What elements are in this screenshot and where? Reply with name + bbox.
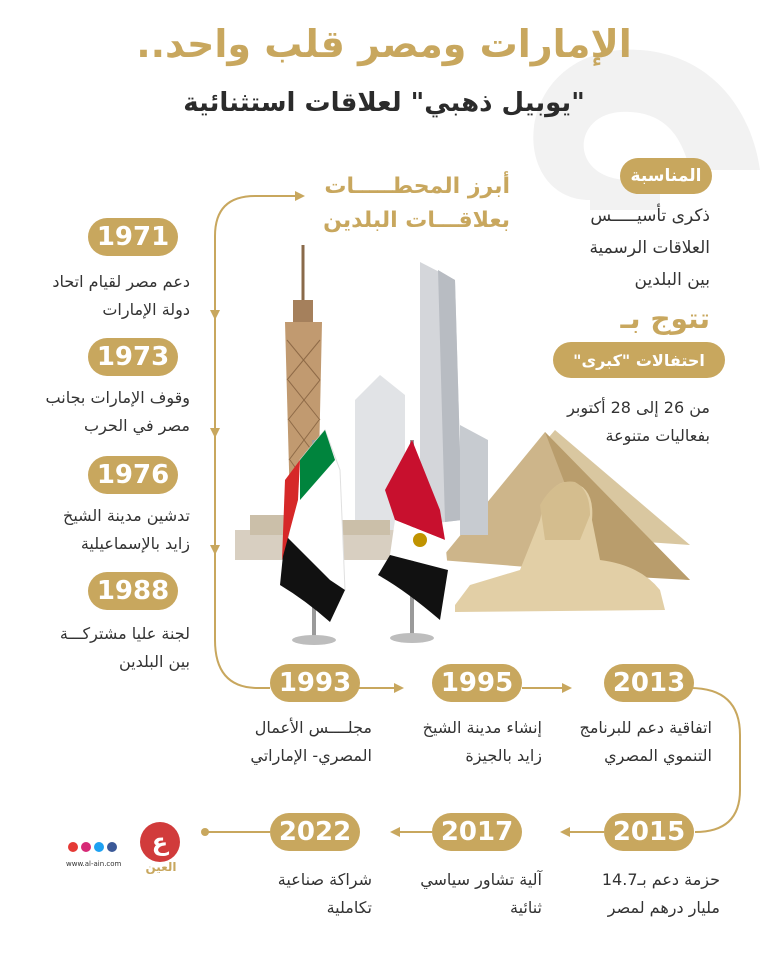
timeline-item-2017-line2: ثنائية (509, 898, 542, 917)
timeline-item-1973-line1: وقوف الإمارات بجانب (45, 388, 190, 407)
crowned-heading: تتوج بـ (620, 302, 710, 335)
timeline-item-2013-line1: اتفاقية دعم للبرنامج (579, 718, 712, 737)
timeline-item-1993-line1: مجلــــس الأعمال (254, 718, 372, 737)
facebook-icon[interactable] (107, 842, 117, 852)
occasion-badge: المناسبة (620, 158, 712, 194)
timeline-item-1995-line2: زايد بالجيزة (465, 746, 542, 765)
year-badge-1988: 1988 (88, 572, 178, 610)
timeline-item-2017-line1: آلية تشاور سياسي (420, 870, 542, 889)
timeline-item-2015 (560, 866, 720, 922)
timeline-item-1988-line1: لجنة عليا مشتركـــة (59, 624, 190, 643)
occasion-line3: بين البلدين (634, 270, 710, 290)
year-badge-2017: 2017 (432, 813, 522, 851)
timeline-item-2022-line2: تكاملية (326, 898, 372, 917)
timeline-item-1971 (10, 268, 190, 324)
dates-line2: بفعاليات متنوعة (605, 426, 710, 445)
timeline-item-1995 (370, 714, 542, 770)
social-icons (68, 842, 117, 852)
timeline-item-2013 (540, 714, 712, 770)
timeline-item-2022 (200, 866, 372, 922)
timeline-item-1988-line2: بين البلدين (118, 652, 190, 671)
milestones-heading-line2: بعلاقـــات البلدين (323, 208, 510, 233)
timeline-item-1973-line2: مصر في الحرب (84, 416, 190, 435)
timeline-item-1988 (10, 620, 190, 676)
timeline-item-1976-line1: تدشين مدينة الشيخ (62, 506, 190, 525)
year-badge-1971: 1971 (88, 218, 178, 256)
timeline-item-2022-line1: شراكة صناعية (277, 870, 372, 889)
occasion-line1: ذكرى تأسيـــــس (590, 206, 710, 226)
timeline-item-1993-line2: المصري- الإماراتي (250, 746, 372, 765)
milestones-heading-line1: أبرز المحطـــــات (324, 174, 510, 199)
timeline-item-1973 (10, 384, 190, 440)
al-ain-logo-icon: ع (140, 822, 180, 862)
year-badge-1973: 1973 (88, 338, 178, 376)
timeline-item-1976 (10, 502, 190, 558)
timeline-item-2015-line1: حزمة دعم بـ14.7 (601, 870, 720, 889)
website-link[interactable]: www.al-ain.com (66, 860, 122, 868)
instagram-icon[interactable] (81, 842, 91, 852)
timeline-item-2015-line2: مليار درهم لمصر (607, 898, 720, 917)
year-badge-2022: 2022 (270, 813, 360, 851)
timeline-item-1976-line2: زايد بالإسماعيلية (80, 534, 190, 553)
dates-line1: من 26 إلى 28 أكتوبر (567, 398, 710, 417)
page-subtitle: "يوبيل ذهبي" لعلاقات استثنائية (183, 88, 585, 118)
twitter-icon[interactable] (94, 842, 104, 852)
timeline-item-2017 (370, 866, 542, 922)
year-badge-1976: 1976 (88, 456, 178, 494)
timeline-item-1971-line1: دعم مصر لقيام اتحاد (52, 272, 190, 291)
year-badge-1995: 1995 (432, 664, 522, 702)
timeline-item-2013-line2: التنموي المصري (604, 746, 712, 765)
celebration-badge: احتفالات "كبرى" (553, 342, 725, 378)
page-title: الإمارات ومصر قلب واحد.. (136, 22, 632, 66)
timeline-item-1993 (200, 714, 372, 770)
timeline-item-1971-line2: دولة الإمارات (102, 300, 190, 319)
timeline-item-1995-line1: إنشاء مدينة الشيخ (422, 718, 542, 737)
occasion-line2: العلاقات الرسمية (589, 238, 710, 258)
youtube-icon[interactable] (68, 842, 78, 852)
year-badge-1993: 1993 (270, 664, 360, 702)
al-ain-logo-name: العين (145, 860, 177, 874)
year-badge-2015: 2015 (604, 813, 694, 851)
year-badge-2013: 2013 (604, 664, 694, 702)
